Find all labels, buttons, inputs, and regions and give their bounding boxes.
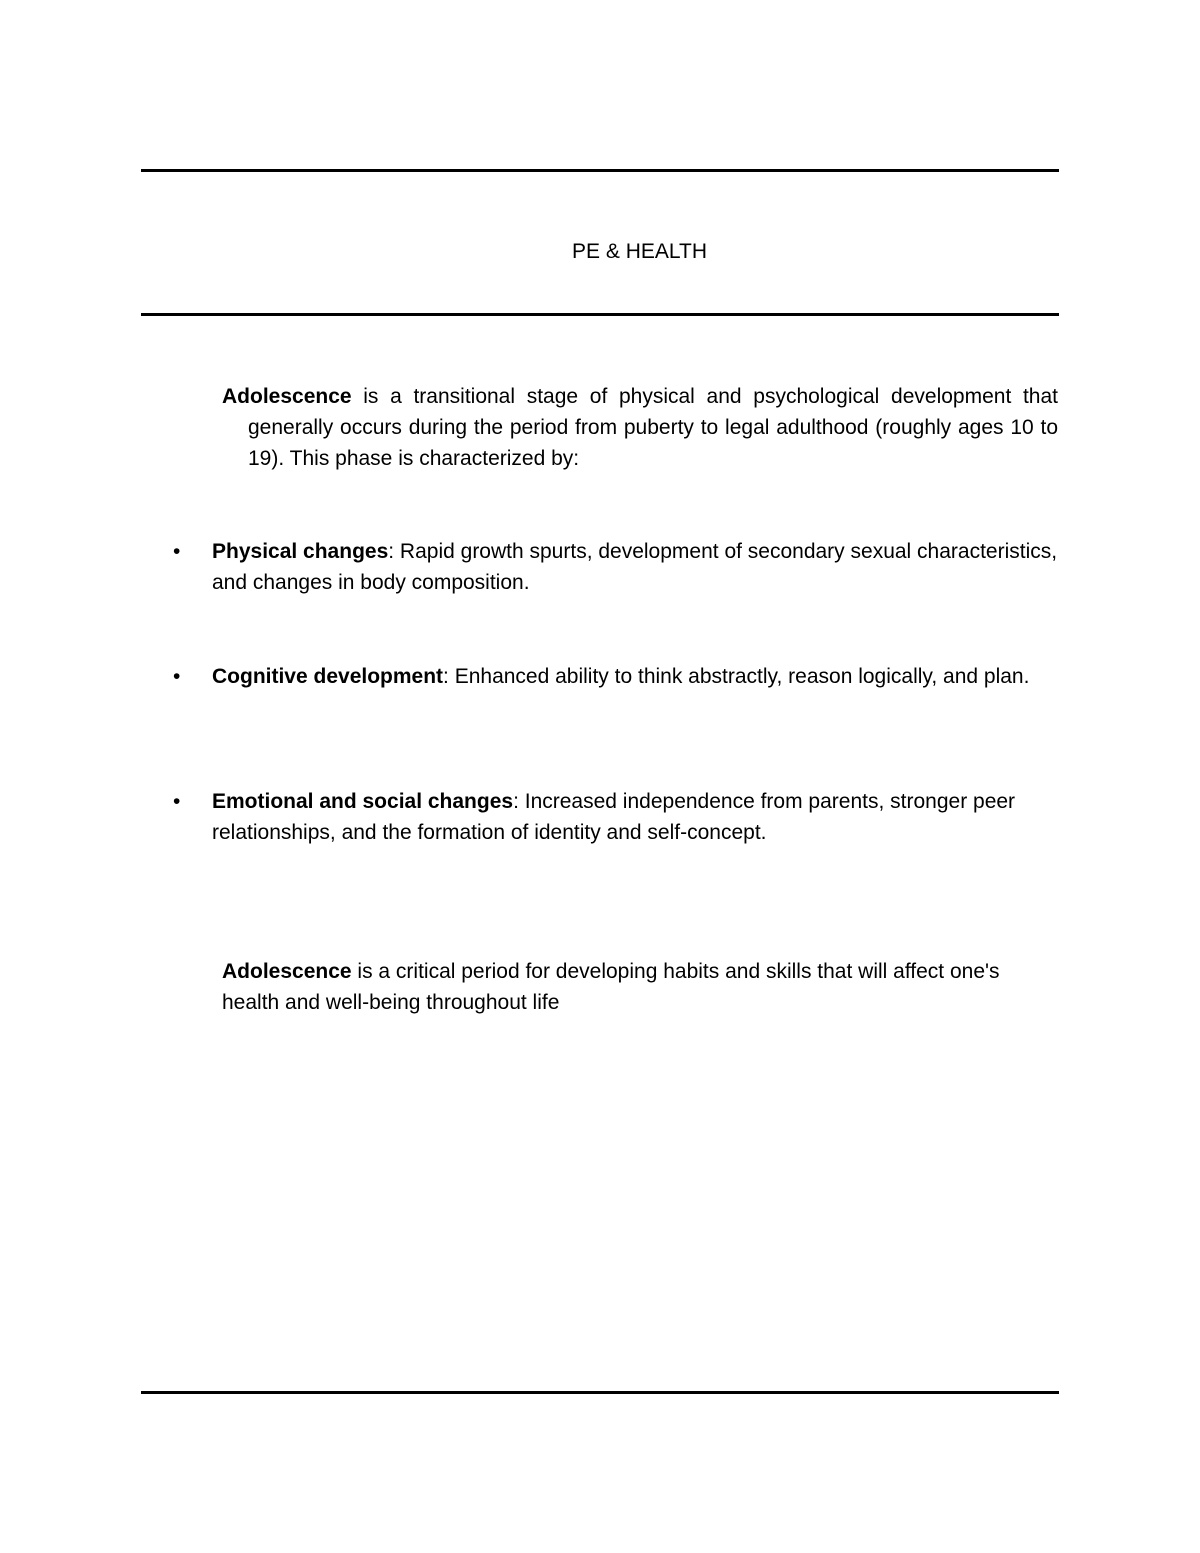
- header-top-rule: [141, 169, 1059, 172]
- list-item-term: Physical changes: [212, 540, 389, 563]
- list-item-text: [212, 536, 1058, 598]
- closing-term: Adolescence: [222, 960, 352, 983]
- bullet-marker: •: [173, 540, 181, 563]
- intro-term: Adolescence: [222, 385, 352, 408]
- list-item-description: : Increased independence from parents, stronger peer relationships, and the formation of identity and self-concept.: [212, 790, 1016, 844]
- closing-text: is a critical period for developing habits and skills that will affect one's health and well-being throughout life: [222, 960, 1000, 1014]
- list-item-text: [212, 786, 1058, 848]
- intro-paragraph: [222, 381, 1058, 474]
- intro-text: is a transitional stage of physical and psychological development that generally occurs during the period from puberty to legal adulthood (roughly ages 10 to 19). This phase is characterized by:: [248, 385, 1058, 470]
- list-item-text: [212, 661, 1058, 692]
- page-title: PE & HEALTH: [572, 240, 707, 263]
- bullet-marker: •: [173, 665, 181, 688]
- footer-rule: [141, 1391, 1059, 1394]
- list-item-description: : Rapid growth spurts, development of secondary sexual characteristics, and changes in body composition.: [212, 540, 1058, 594]
- list-item-term: Cognitive development: [212, 665, 444, 688]
- header-bottom-rule: [141, 313, 1059, 316]
- closing-paragraph: [222, 956, 1058, 1018]
- list-item-description: : Enhanced ability to think abstractly, reason logically, and plan.: [443, 665, 1030, 688]
- list-item-term: Emotional and social changes: [212, 790, 514, 813]
- bullet-marker: •: [173, 790, 181, 813]
